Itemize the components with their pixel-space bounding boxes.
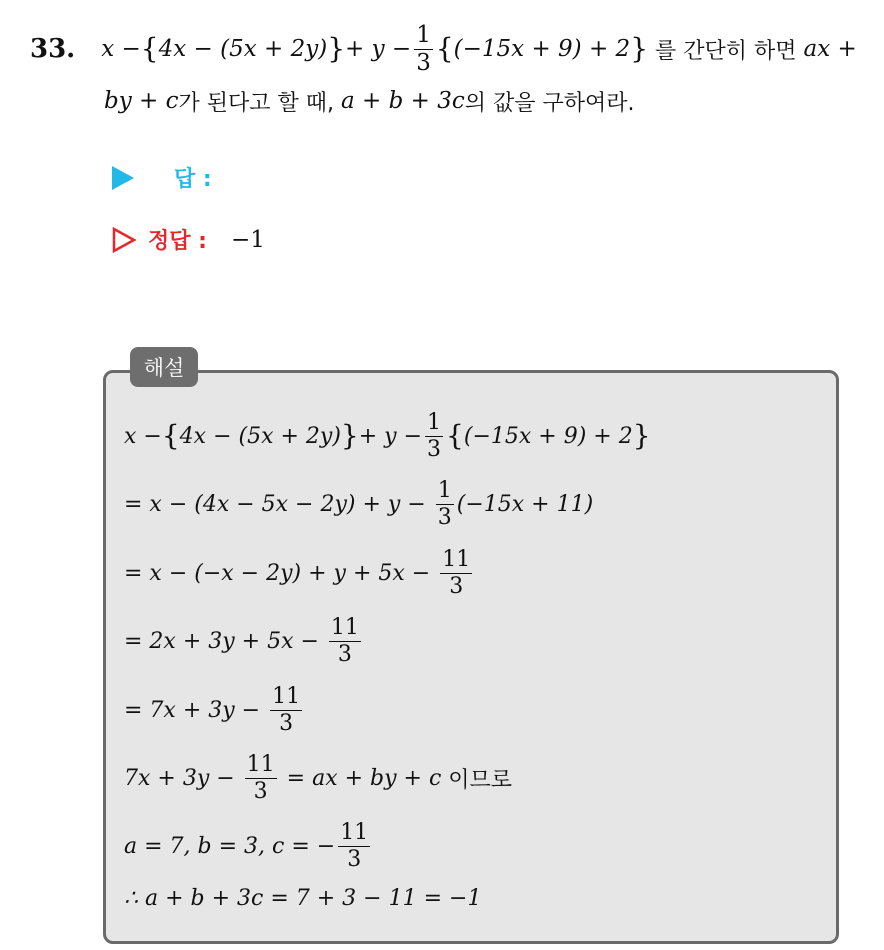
expr-part: = x − (−x − 2y) + y + 5x − xyxy=(124,560,438,586)
expr-part: x − xyxy=(101,36,141,62)
brace-close: } xyxy=(630,32,649,65)
korean-text: 를 간단히 하면 xyxy=(648,38,804,64)
answer-blank-label: 답 : xyxy=(174,167,212,192)
expr-part: = 7x + 3y − xyxy=(124,697,268,723)
problem-line-2 xyxy=(104,76,634,126)
solution-line-8 xyxy=(124,868,481,928)
numerator: 1 xyxy=(437,477,452,503)
denominator: 3 xyxy=(427,436,442,462)
outline-triangle-icon xyxy=(112,227,136,253)
fraction xyxy=(338,819,370,872)
denominator: 3 xyxy=(279,710,294,736)
brace-open: { xyxy=(446,419,464,452)
expr-part: + y − xyxy=(345,36,412,62)
denominator: 3 xyxy=(437,504,452,530)
numerator: 1 xyxy=(416,21,431,48)
answer-row xyxy=(112,224,265,255)
expr-part: + y − xyxy=(358,423,423,449)
fraction xyxy=(440,546,472,599)
solution-line-6 xyxy=(124,748,512,808)
fraction xyxy=(270,683,302,736)
expr-part: 4x − (5x + 2y) xyxy=(158,36,328,62)
problem-line-1 xyxy=(30,21,857,76)
solution-line-3 xyxy=(124,543,475,603)
numerator: 11 xyxy=(340,819,369,845)
fraction xyxy=(329,614,361,667)
expr-part: = 2x + 3y + 5x − xyxy=(124,628,326,654)
korean-text: 이므로 xyxy=(441,767,513,793)
brace-open: { xyxy=(161,419,180,452)
expr-part: (−15x + 9) + 2 xyxy=(463,423,633,449)
brace-close: } xyxy=(340,419,359,452)
expr-part: 7x + 3y − xyxy=(124,765,242,791)
expr-part: (−15x + 9) + 2 xyxy=(453,36,631,62)
expr-part: = x − (4x − 5x − 2y) + y − xyxy=(124,491,433,517)
numerator: 1 xyxy=(427,409,442,435)
fraction xyxy=(414,21,433,76)
fraction xyxy=(425,409,443,462)
korean-text: 의 값을 구하여라. xyxy=(464,90,635,116)
brace-open: { xyxy=(435,32,454,65)
denominator: 3 xyxy=(449,573,464,599)
denominator: 3 xyxy=(416,49,431,76)
brace-close: } xyxy=(327,32,346,65)
fraction xyxy=(245,751,277,804)
expr-part: ax + xyxy=(803,36,857,62)
expr-part: = ax + by + c xyxy=(279,765,442,791)
numerator: 11 xyxy=(442,546,471,572)
numerator: 11 xyxy=(272,683,301,709)
expr-part: (−15x + 11) xyxy=(456,491,594,517)
numerator: 11 xyxy=(330,614,359,640)
solution-line-5 xyxy=(124,680,305,740)
answer-blank-row xyxy=(112,162,212,193)
denominator: 3 xyxy=(253,778,268,804)
expr-part: ∴ a + b + 3c = 7 + 3 − 11 = −1 xyxy=(124,885,482,911)
numerator: 11 xyxy=(246,751,275,777)
expr-part: a = 7, b = 3, c = − xyxy=(124,833,336,859)
brace-open: { xyxy=(140,32,159,65)
denominator: 3 xyxy=(337,641,352,667)
solution-tag: 해설 xyxy=(130,347,198,387)
korean-text: 가 된다고 할 때, xyxy=(178,90,341,116)
question-number: 33. xyxy=(30,34,76,64)
solution-line-2 xyxy=(124,474,593,534)
denominator: 3 xyxy=(347,846,362,872)
expr-part: a + b + 3c xyxy=(340,88,465,114)
solution-line-1 xyxy=(124,406,651,466)
expr-part: 4x − (5x + 2y) xyxy=(179,423,341,449)
play-triangle-icon xyxy=(112,166,134,190)
fraction xyxy=(436,477,454,530)
answer-value: −1 xyxy=(230,226,265,253)
solution-line-7 xyxy=(124,816,373,876)
expr-part: by + c xyxy=(104,88,179,114)
solution-line-4 xyxy=(124,611,364,671)
answer-label: 정답 : xyxy=(148,229,207,254)
brace-close: } xyxy=(632,419,651,452)
expr-part: x − xyxy=(124,423,162,449)
